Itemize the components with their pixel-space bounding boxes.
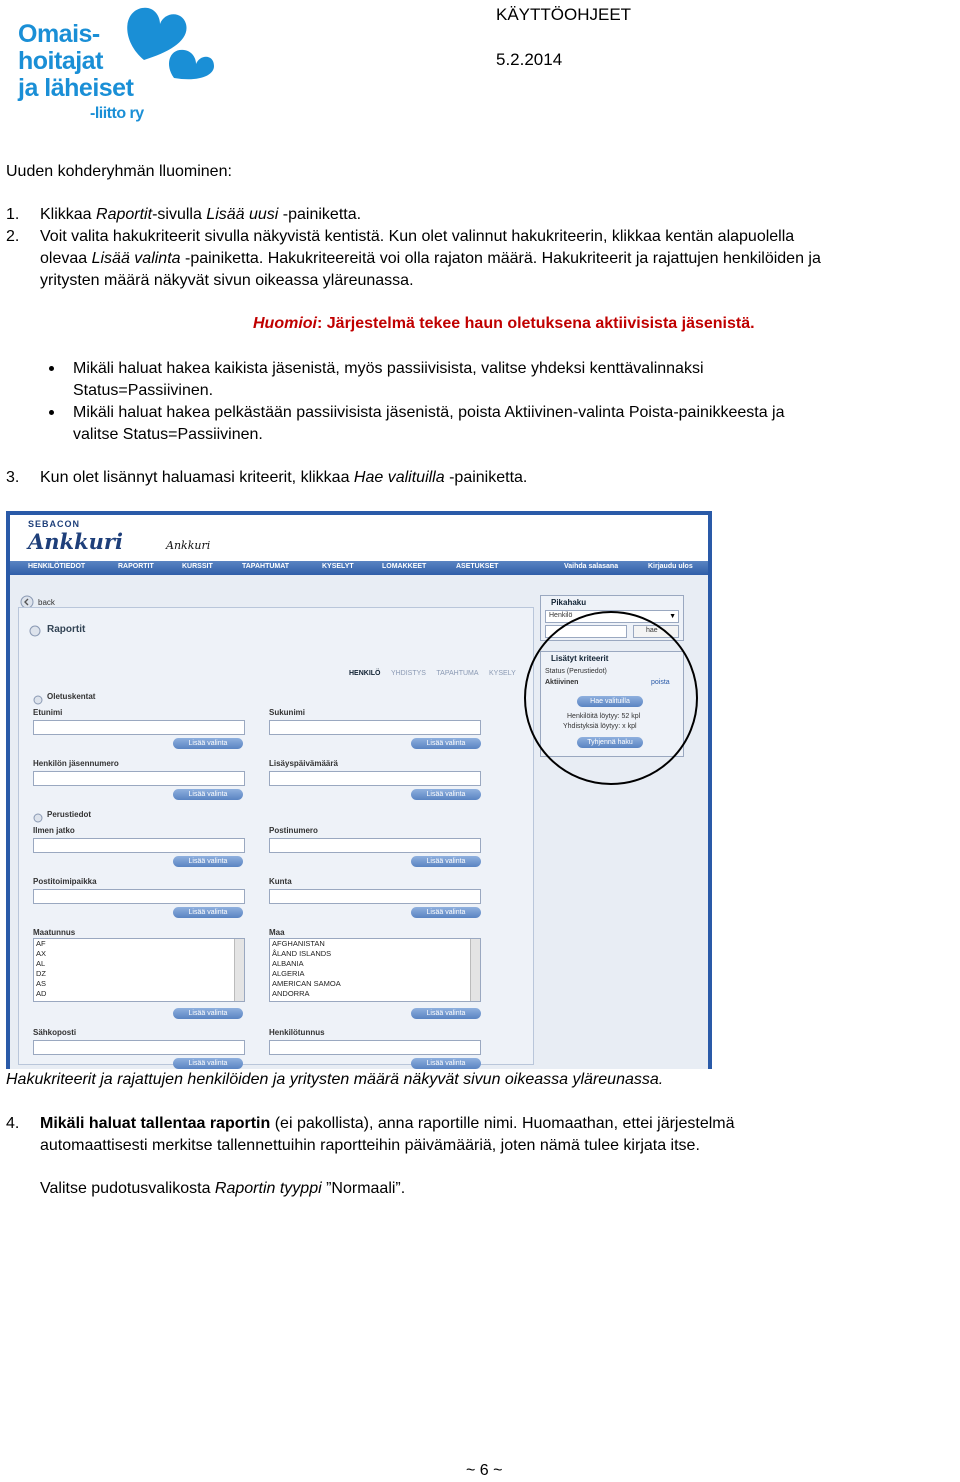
logo-line-2: hoitajat bbox=[18, 47, 103, 75]
doc-type: KÄYTTÖOHJEET bbox=[496, 5, 632, 24]
add-selection-button[interactable]: Lisää valinta bbox=[173, 738, 243, 749]
step-3: 3. Kun olet lisännyt haluamasi kriteerit, klikkaa Hae valituilla -painiketta. bbox=[6, 469, 528, 486]
field-label: Kunta bbox=[269, 877, 292, 886]
app-header bbox=[10, 515, 708, 561]
screenshot-caption: Hakukriteerit ja rajattujen henkilöiden ja yritysten määrä näkyvät sivun oikeassa yläreunassa. bbox=[6, 1071, 664, 1088]
list-item[interactable]: AX bbox=[36, 949, 47, 958]
field-label: Ilmen jatko bbox=[33, 826, 75, 835]
list-item[interactable]: AD bbox=[36, 989, 47, 998]
doc-date: 5.2.2014 bbox=[496, 50, 563, 69]
raportit-icon bbox=[29, 624, 41, 642]
tab-tapahtuma[interactable]: TAPAHTUMA bbox=[436, 670, 479, 677]
field-label: Maatunnus bbox=[33, 928, 76, 937]
step-1 bbox=[6, 204, 362, 226]
list-item[interactable]: DZ bbox=[36, 969, 46, 978]
scrollbar[interactable] bbox=[470, 939, 480, 1001]
menu-henkilotiedot[interactable]: HENKILÖTIEDOT bbox=[28, 563, 86, 570]
step-num: 1. bbox=[6, 206, 20, 223]
add-selection-button[interactable]: Lisää valinta bbox=[173, 1058, 243, 1069]
menu-kyselyt[interactable]: KYSELYT bbox=[322, 563, 354, 570]
quick-search-button[interactable]: hae bbox=[633, 625, 679, 638]
add-selection-button[interactable]: Lisää valinta bbox=[411, 1058, 481, 1069]
bullet-1-line-1: Mikäli haluat hakea kaikista jäsenistä, myös passiivisista, valitse yhdeksi kenttävalinnaksi bbox=[73, 360, 704, 377]
scrollbar[interactable] bbox=[234, 939, 244, 1001]
sahkoposti-input[interactable] bbox=[33, 1040, 245, 1055]
tab-henkilo[interactable]: HENKILÖ bbox=[349, 670, 381, 677]
bullet-2-line-1: Mikäli haluat hakea pelkästään passiivisista jäsenistä, poista Aktiivinen-valinta Poista-painikkeesta ja bbox=[73, 404, 785, 421]
logo-line-4: -liitto ry bbox=[90, 105, 144, 122]
tab-kysely[interactable]: KYSELY bbox=[489, 670, 516, 677]
list-item[interactable]: AMERICAN SAMOA bbox=[272, 979, 341, 988]
search-selected-button[interactable]: Hae valituilla bbox=[577, 696, 643, 707]
ilmen-jatko-input[interactable] bbox=[33, 838, 245, 853]
text-italic: Raportit bbox=[96, 206, 153, 223]
menu-kirjaudu-ulos[interactable]: Kirjaudu ulos bbox=[648, 563, 693, 570]
text: -painiketta. bbox=[278, 206, 362, 223]
section-perustiedot: Perustiedot bbox=[47, 810, 92, 819]
criteria-name: Status (Perustiedot) bbox=[545, 668, 607, 675]
highlight-circle bbox=[524, 611, 698, 785]
bullet-dot bbox=[49, 366, 54, 371]
list-item[interactable]: AF bbox=[36, 939, 46, 948]
entity-select[interactable]: Henkilö ▼ bbox=[545, 610, 679, 623]
sukunimi-input[interactable] bbox=[269, 720, 481, 735]
add-selection-button[interactable]: Lisää valinta bbox=[411, 907, 481, 918]
bullet-1-line-2: Status=Passiivinen. bbox=[73, 382, 214, 399]
app-name: Ankkuri bbox=[166, 539, 211, 552]
postitoimipaikka-input[interactable] bbox=[33, 889, 245, 904]
list-item[interactable]: AS bbox=[36, 979, 47, 988]
step-4: 4. Mikäli haluat tallentaa raportin (ei pakollista), anna raportille nimi. Huomaathan, ettei järjestelmä automaattisesti merkitse tallennettuihin raportteihin päivämääriä, joten nämä tulee kirjata itse. bbox=[6, 1115, 735, 1154]
field-label: Henkilön jäsennumero bbox=[33, 759, 119, 768]
step-5: Valitse pudotusvalikosta Raportin tyyppi ”Normaali”. bbox=[40, 1180, 406, 1197]
note-label: Huomioi bbox=[253, 315, 317, 332]
list-item[interactable]: AFGHANISTAN bbox=[272, 939, 325, 948]
lisayspaivamaara-input[interactable] bbox=[269, 771, 481, 786]
section-oletuskentat: Oletuskentat bbox=[47, 692, 96, 701]
field-label: Sähkoposti bbox=[33, 1028, 77, 1037]
menu-vaihda-salasana[interactable]: Vaihda salasana bbox=[564, 563, 619, 570]
field-label: Postinumero bbox=[269, 826, 318, 835]
menu-kurssit[interactable]: KURSSIT bbox=[182, 563, 213, 570]
tab-yhdistys[interactable]: YHDISTYS bbox=[390, 670, 426, 677]
step-2-line-3: yritysten määrä näkyvät sivun oikeassa yläreunassa. bbox=[40, 272, 414, 289]
add-selection-button[interactable]: Lisää valinta bbox=[173, 789, 243, 800]
list-item[interactable]: AL bbox=[36, 959, 46, 968]
etunimi-input[interactable] bbox=[33, 720, 245, 735]
postinumero-input[interactable] bbox=[269, 838, 481, 853]
clear-search-button[interactable]: Tyhjennä haku bbox=[577, 737, 643, 748]
menu-asetukset[interactable]: ASETUKSET bbox=[456, 563, 499, 570]
criteria-value: Aktiivinen bbox=[545, 679, 579, 686]
page-number: ~ 6 ~ bbox=[466, 1462, 503, 1479]
list-item[interactable]: ALBANIA bbox=[272, 959, 304, 968]
field-label: Maa bbox=[269, 928, 285, 937]
add-selection-button[interactable]: Lisää valinta bbox=[173, 907, 243, 918]
step-num: 2. bbox=[6, 228, 20, 245]
raportit-title: Raportit bbox=[47, 624, 86, 635]
persons-count: Henkilöitä löytyy: 52 kpl bbox=[567, 713, 641, 720]
henkilotunnus-input[interactable] bbox=[269, 1040, 481, 1055]
lisatyt-title: Lisätyt kriteerit bbox=[551, 654, 609, 663]
field-label: Lisäyspäivämäärä bbox=[269, 759, 338, 768]
bullet-2-line-2: valitse Status=Passiivinen. bbox=[73, 426, 263, 443]
kunta-input[interactable] bbox=[269, 889, 481, 904]
add-selection-button[interactable]: Lisää valinta bbox=[411, 1008, 481, 1019]
step-2 bbox=[6, 226, 821, 289]
step-2-line-1: Voit valita hakukriteerit sivulla näkyvistä kentistä. Kun olet valinnut hakukriteerin, klikkaa kentän alapuolella bbox=[40, 228, 795, 245]
add-selection-button[interactable]: Lisää valinta bbox=[411, 856, 481, 867]
field-label: Postitoimipaikka bbox=[33, 877, 97, 886]
menu-tapahtumat[interactable]: TAPAHTUMAT bbox=[242, 563, 290, 570]
back-arrow-icon[interactable] bbox=[20, 595, 40, 607]
app-screenshot bbox=[6, 511, 712, 1069]
chevron-down-icon: ▼ bbox=[669, 613, 676, 620]
bullet-dot bbox=[49, 410, 54, 415]
main-menu bbox=[10, 561, 708, 575]
step-2-line-2: olevaa Lisää valinta -painiketta. Hakukriteereitä voi olla rajaton määrä. Hakukriteerit ja rajattujen henkilöiden ja bbox=[40, 250, 821, 267]
ankkuri-logo: Ankkuri bbox=[28, 529, 123, 554]
section-heading: Uuden kohderyhmän lluominen: bbox=[6, 163, 232, 180]
add-selection-button[interactable]: Lisää valinta bbox=[173, 856, 243, 867]
menu-lomakkeet[interactable]: LOMAKKEET bbox=[382, 563, 427, 570]
report-panel bbox=[18, 607, 534, 1065]
list-item[interactable]: ÅLAND ISLANDS bbox=[272, 949, 332, 958]
field-label: Sukunimi bbox=[269, 708, 306, 717]
associations-count: Yhdistyksiä löytyy: x kpl bbox=[563, 723, 637, 730]
add-selection-button[interactable]: Lisää valinta bbox=[411, 789, 481, 800]
note-text: : Järjestelmä tekee haun oletuksena aktiivisista jäsenistä. bbox=[317, 315, 755, 332]
entity-tabs bbox=[349, 662, 516, 680]
sebacon-label: SEBACON bbox=[28, 519, 81, 529]
organization-logo bbox=[14, 2, 214, 124]
jasennumero-input[interactable] bbox=[33, 771, 245, 786]
pikahaku-title: Pikahaku bbox=[551, 598, 587, 607]
maa-list[interactable] bbox=[269, 938, 481, 1002]
remove-link[interactable]: poista bbox=[651, 679, 670, 686]
menu-raportit[interactable]: RAPORTIT bbox=[118, 563, 154, 570]
logo-line-1: Omais- bbox=[18, 20, 100, 48]
field-label: Etunimi bbox=[33, 708, 63, 717]
maatunnus-list[interactable] bbox=[33, 938, 245, 1002]
text-italic: Lisää uusi bbox=[206, 206, 279, 223]
add-selection-button[interactable]: Lisää valinta bbox=[173, 1008, 243, 1019]
back-link[interactable]: back bbox=[38, 598, 55, 607]
list-item[interactable]: ANDORRA bbox=[272, 989, 310, 998]
list-item[interactable]: ALGERIA bbox=[272, 969, 305, 978]
field-label: Henkilötunnus bbox=[269, 1028, 325, 1037]
text: -sivulla bbox=[152, 206, 207, 223]
text: Klikkaa bbox=[40, 206, 97, 223]
add-selection-button[interactable]: Lisää valinta bbox=[411, 738, 481, 749]
note bbox=[253, 313, 755, 335]
logo-line-3: ja läheiset bbox=[18, 74, 134, 102]
